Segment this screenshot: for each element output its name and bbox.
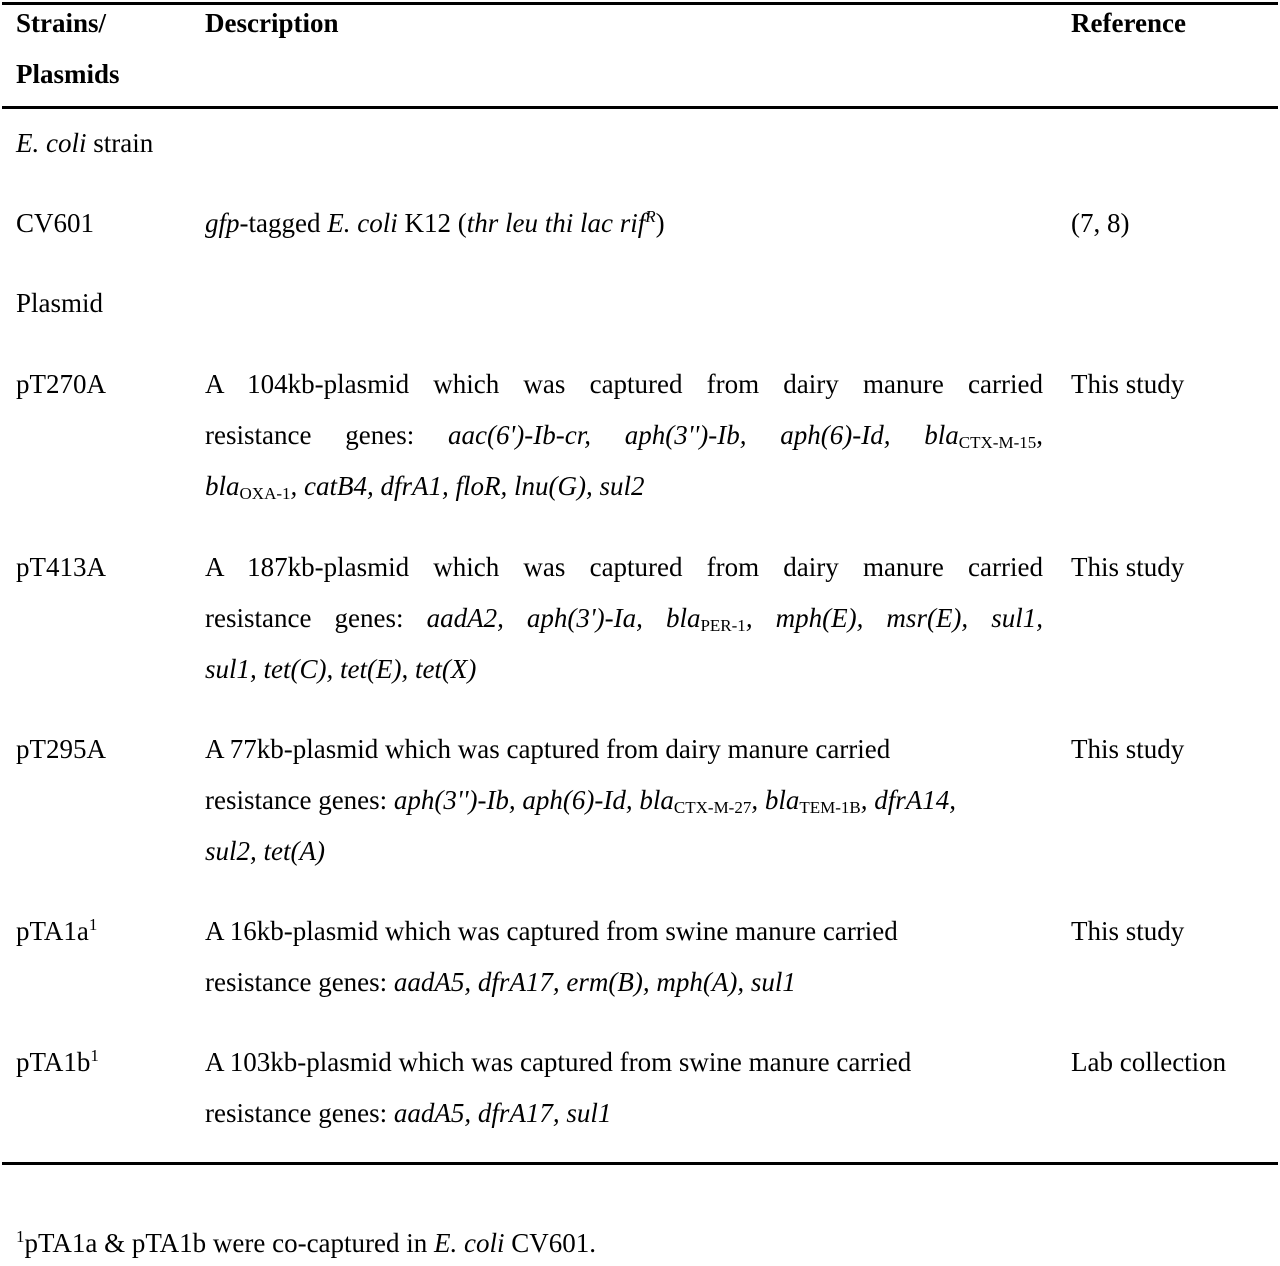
pt295a-sub-a: CTX-M-27: [673, 798, 752, 817]
row-pta1a-id: [16, 906, 97, 957]
pta1a-line2: [205, 957, 898, 1008]
section-ecoli-rest: strain: [86, 128, 154, 158]
row-pta1a-description: [205, 906, 898, 1008]
row-cv601-id: CV601: [16, 208, 95, 238]
pt295a-genes-a: aph(3'')-Ib, aph(6)-Id, bla: [393, 785, 674, 815]
pta1a-line1: A 16kb-plasmid which was captured from swine manure carried: [205, 916, 898, 946]
row-cv601-reference: (7, 8): [1071, 208, 1130, 238]
pt413a-line1: A 187kb-plasmid which was captured from dairy manure carried: [205, 552, 1043, 582]
pt295a-line2: [205, 775, 956, 826]
pt413a-genes-a: aadA2, aph(3')-Ia, bla: [426, 603, 701, 633]
cv601-gfp: gfp: [205, 208, 240, 238]
header-col1-line2: Plasmids: [16, 59, 120, 89]
pt270a-genes2: , catB4, dfrA1, floR, lnu(G), sul2: [290, 471, 645, 501]
row-pta1b-reference: Lab collection: [1071, 1047, 1227, 1077]
pta1b-prefix: resistance genes:: [205, 1098, 394, 1128]
row-pt270a-description: [205, 359, 1043, 512]
pt270a-sub: CTX-M-15: [958, 433, 1037, 452]
pta1a-prefix: resistance genes:: [205, 967, 394, 997]
pta1a-id-text: pTA1a: [16, 916, 89, 946]
row-pt413a-description: [205, 542, 1043, 695]
footnote-marker: 1: [16, 1227, 25, 1246]
header-strains-plasmids: [16, 0, 120, 100]
pt270a-sub2: OXA-1: [239, 484, 291, 503]
row-pt270a-id: pT270A: [16, 369, 106, 399]
cv601-close: ): [655, 208, 665, 238]
row-pt413a-id: pT413A: [16, 552, 106, 582]
pta1b-id-text: pTA1b: [16, 1047, 91, 1077]
table-bottom-rule: [2, 1162, 1278, 1165]
pta1a-genes: aadA5, dfrA17, erm(B), mph(A), sul1: [393, 967, 796, 997]
pt270a-bla: bla: [205, 471, 240, 501]
pta1b-id-sup: 1: [90, 1046, 99, 1065]
footnote-text-a: pTA1a & pTA1b were co-captured in: [24, 1228, 435, 1258]
pt295a-genes-d: sul2, tet(A): [205, 836, 325, 866]
header-description: Description: [205, 8, 339, 38]
footnote-ecoli: E. coli: [434, 1228, 505, 1258]
row-pta1b-description: [205, 1037, 911, 1139]
pt413a-genes-b: , mph(E), msr(E), sul1,: [745, 603, 1044, 633]
cv601-genotype: thr leu thi lac rif: [466, 208, 646, 238]
pt270a-line2: [205, 410, 1043, 461]
row-pt295a-description: [205, 724, 956, 877]
cv601-sup: R: [645, 207, 656, 226]
row-cv601-description: [205, 198, 665, 249]
table-footnote: [16, 1223, 596, 1263]
pt270a-end: ,: [1036, 420, 1043, 450]
pt295a-genes-b: , bla: [751, 785, 800, 815]
pt295a-prefix: resistance genes:: [205, 785, 394, 815]
row-pt270a-reference: This study: [1071, 369, 1185, 399]
pt295a-sub-b: TEM-1B: [799, 798, 861, 817]
header-reference: Reference: [1071, 8, 1186, 38]
pt295a-line1: A 77kb-plasmid which was captured from dairy manure carried: [205, 734, 891, 764]
pt295a-genes-c: , dfrA14,: [860, 785, 957, 815]
pt413a-prefix: resistance genes:: [205, 603, 427, 633]
section-ecoli-italic: E. coli: [16, 128, 87, 158]
header-col1-line1: Strains/: [16, 8, 107, 38]
cv601-k12: K12 (: [397, 208, 467, 238]
row-pt413a-reference: This study: [1071, 552, 1185, 582]
pt295a-line3: [205, 826, 956, 877]
row-pta1a-reference: This study: [1071, 916, 1185, 946]
cv601-tagged: -tagged: [239, 208, 328, 238]
pta1a-id-sup: 1: [88, 915, 98, 934]
pt413a-genes-c: sul1, tet(C), tet(E), tet(X): [205, 654, 477, 684]
header-bottom-rule: [2, 106, 1278, 109]
pta1b-line1: A 103kb-plasmid which was captured from swine manure carried: [205, 1047, 912, 1077]
pta1b-line2: [205, 1088, 911, 1139]
section-plasmid: Plasmid: [16, 288, 104, 318]
pta1b-genes: aadA5, dfrA17, sul1: [393, 1098, 612, 1128]
pt413a-sub: PER-1: [700, 616, 746, 635]
pt270a-line3: [205, 461, 1043, 512]
cv601-ecoli: E. coli: [327, 208, 398, 238]
pt270a-line1: A 104kb-plasmid which was captured from dairy manure carried: [205, 369, 1043, 399]
row-pt295a-reference: This study: [1071, 734, 1185, 764]
row-pta1b-id: [16, 1037, 99, 1088]
pt413a-line3: [205, 644, 1043, 695]
row-pt295a-id: pT295A: [16, 734, 106, 764]
pt270a-prefix: resistance genes:: [205, 420, 448, 450]
pt413a-line2: [205, 593, 1043, 644]
footnote-text-b: CV601.: [504, 1228, 597, 1258]
section-ecoli-strain: [16, 118, 153, 169]
pt270a-genes: aac(6')-Ib-cr, aph(3'')-Ib, aph(6)-Id, bla: [448, 420, 959, 450]
